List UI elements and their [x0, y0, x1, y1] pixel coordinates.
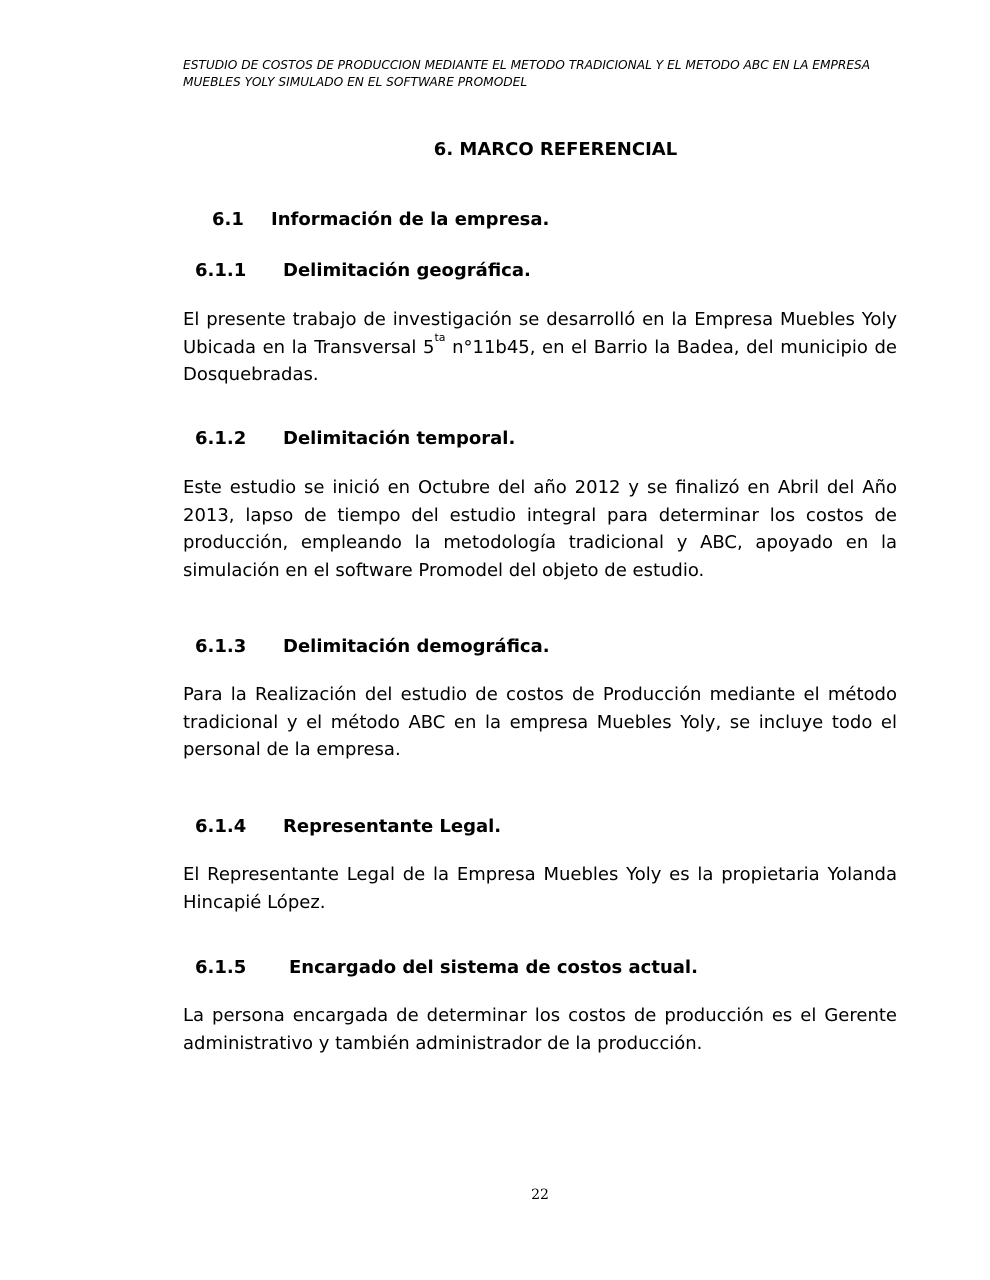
section-title: Encargado del sistema de costos actual. [289, 957, 698, 978]
paragraph-encargado: La persona encargada de determinar los costos de producción es el Gerente administrativo y también administrador de la producción. [183, 1005, 897, 1054]
paragraph-demografica: Para la Realización del estudio de costos de Producción mediante el método tradicional y el método ABC en la empresa Muebles Yoly, se incluye todo el personal de la empresa. [183, 684, 897, 760]
section-title: Delimitación demográfica. [283, 636, 550, 657]
page-number: 22 [531, 1187, 549, 1203]
chapter-title: 6. MARCO REFERENCIAL [433, 139, 678, 160]
section-title: Delimitación geográfica. [283, 260, 531, 281]
section-title: Información de la empresa. [271, 209, 550, 230]
section-number: 6.1.3 [195, 636, 247, 657]
paragraph-representante: El Representante Legal de la Empresa Muebles Yoly es la propietaria Yolanda Hincapié López. [183, 864, 897, 913]
section-number: 6.1.5 [195, 957, 247, 978]
section-number: 6.1 [212, 209, 244, 230]
section-number: 6.1.1 [195, 260, 247, 281]
paragraph-geografica [183, 306, 897, 389]
paragraph-text: El presente trabajo de investigación se desarrolló en la Empresa Muebles Yoly Ubicada en la Transversal 5 [183, 309, 897, 358]
paragraph-text: n°11b45, en el Barrio la Badea, del municipio de Dosquebradas. [183, 336, 897, 385]
section-title: Representante Legal. [283, 816, 502, 837]
section-number: 6.1.2 [195, 428, 247, 449]
paragraph-temporal: Este estudio se inició en Octubre del año 2012 y se finalizó en Abril del Año 2013, lapso de tiempo del estudio integral para determinar los costos de producción, empleando la metodología tradicional y ABC, apoyado en la simulación en el software Promodel del objeto de estudio. [183, 477, 897, 581]
superscript: ta [434, 330, 446, 344]
section-number: 6.1.4 [195, 816, 247, 837]
section-title: Delimitación temporal. [283, 428, 516, 449]
running-header: ESTUDIO DE COSTOS DE PRODUCCION MEDIANTE EL METODO TRADICIONAL Y EL METODO ABC EN LA EMPRESA MUEBLES YOLY SIMULADO EN EL SOFTWARE PROMODEL [183, 58, 871, 89]
